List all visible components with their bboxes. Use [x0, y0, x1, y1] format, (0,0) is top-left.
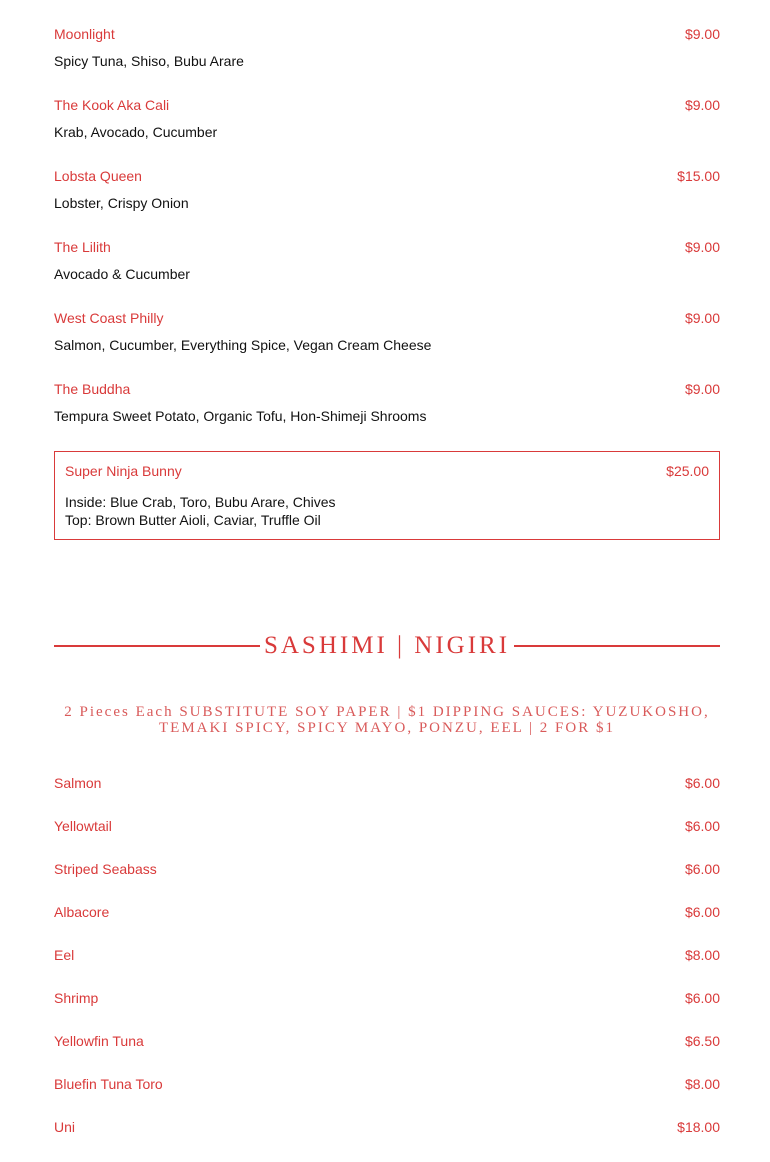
menu-item: [54, 142, 720, 213]
item-name: The Lilith: [54, 239, 111, 255]
item-price: $6.00: [684, 904, 720, 920]
heading-divider-left: [54, 645, 260, 647]
item-name: Albacore: [54, 904, 110, 920]
menu-item: [54, 818, 720, 861]
menu-item: [54, 0, 720, 71]
item-name: West Coast Philly: [54, 310, 164, 326]
item-name: Yellowtail: [54, 818, 112, 834]
menu-item: [54, 213, 720, 284]
item-name: Bluefin Tuna Toro: [54, 1076, 163, 1092]
item-name: Shrimp: [54, 990, 99, 1006]
menu-item: [54, 775, 720, 818]
item-name: Moonlight: [54, 26, 115, 42]
menu-item: [54, 1076, 720, 1119]
item-price: $9.00: [684, 239, 720, 255]
item-name: The Kook Aka Cali: [54, 97, 170, 113]
item-price: $9.00: [684, 310, 720, 326]
menu-item: [54, 904, 720, 947]
menu-item: [54, 1033, 720, 1076]
heading-divider-right: [514, 645, 720, 647]
menu-item: [54, 355, 720, 426]
item-price: $9.00: [684, 381, 720, 397]
menu-item: [54, 1119, 720, 1162]
item-name: Lobsta Queen: [54, 168, 142, 184]
item-price: $15.00: [677, 168, 720, 184]
featured-item-top: Top: Brown Butter Aioli, Caviar, Truffle Oil: [65, 512, 321, 528]
item-price: $6.50: [684, 1033, 720, 1049]
featured-item-price: $25.00: [666, 463, 709, 479]
item-name: Uni: [54, 1119, 76, 1135]
item-description: Spicy Tuna, Shiso, Bubu Arare: [54, 53, 244, 69]
menu-item: [54, 861, 720, 904]
featured-item-box: [54, 451, 720, 540]
item-description: Krab, Avocado, Cucumber: [54, 124, 218, 140]
item-description: Salmon, Cucumber, Everything Spice, Vegan Cream Cheese: [54, 337, 432, 353]
item-price: $6.00: [684, 775, 720, 791]
item-name: Yellowfin Tuna: [54, 1033, 144, 1049]
item-price: $9.00: [684, 26, 720, 42]
item-price: $18.00: [677, 1119, 720, 1135]
featured-item-name: Super Ninja Bunny: [65, 463, 182, 479]
item-price: $6.00: [684, 861, 720, 877]
menu-item: [54, 284, 720, 355]
item-price: $6.00: [684, 818, 720, 834]
rolls-list: [54, 0, 720, 426]
item-description: Lobster, Crispy Onion: [54, 195, 189, 211]
menu-item: [54, 990, 720, 1033]
menu-item: [54, 71, 720, 142]
item-description: Avocado & Cucumber: [54, 266, 190, 282]
section-subtitle: 2 Pieces Each SUBSTITUTE SOY PAPER | $1 DIPPING SAUCES: YUZUKOSHO, TEMAKI SPICY, SPICY MAYO, PONZU, EEL | 2 FOR $1: [64, 704, 710, 736]
section-title: SASHIMI | NIGIRI: [263, 632, 511, 659]
item-price: $6.00: [684, 990, 720, 1006]
item-description: Tempura Sweet Potato, Organic Tofu, Hon-Shimeji Shrooms: [54, 408, 427, 424]
item-name: Striped Seabass: [54, 861, 157, 877]
item-name: The Buddha: [54, 381, 131, 397]
nigiri-list: [54, 775, 720, 1162]
item-name: Eel: [54, 947, 75, 963]
menu-item: [54, 947, 720, 990]
featured-item-inside: Inside: Blue Crab, Toro, Bubu Arare, Chives: [65, 494, 336, 510]
item-name: Salmon: [54, 775, 102, 791]
section-heading: [54, 626, 720, 666]
item-price: $9.00: [684, 97, 720, 113]
item-price: $8.00: [684, 947, 720, 963]
item-price: $8.00: [684, 1076, 720, 1092]
